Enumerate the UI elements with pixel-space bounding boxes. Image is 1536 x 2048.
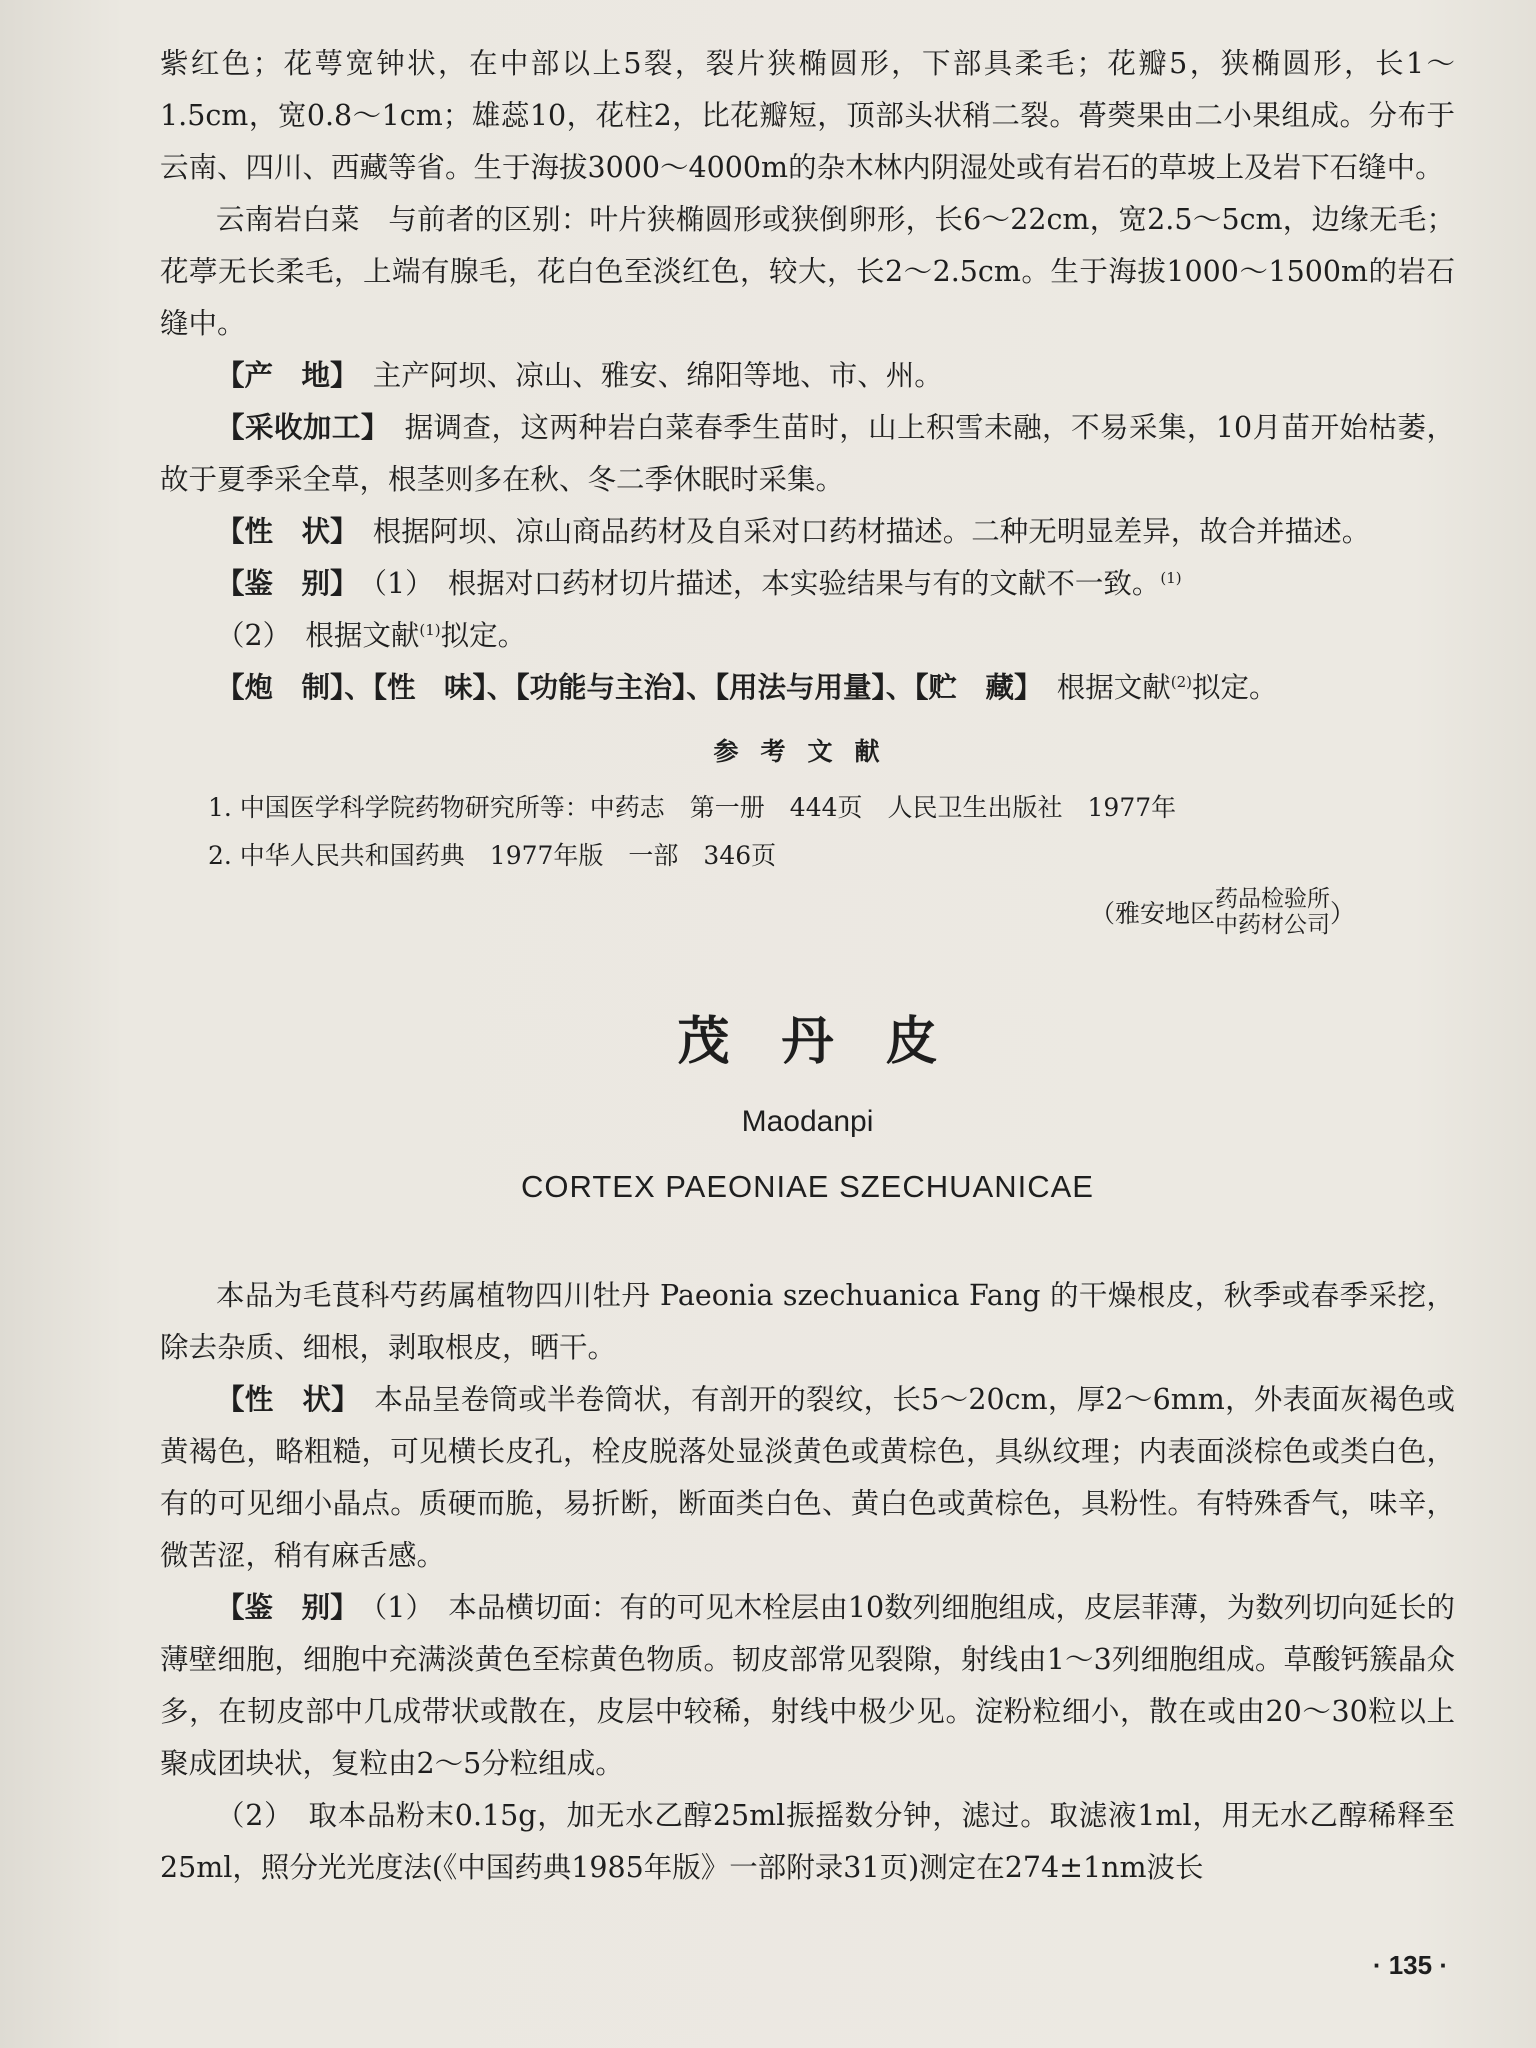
page-number: · 135 · (1372, 1950, 1448, 1980)
monograph-title: 茂丹皮 (677, 1012, 990, 1072)
citation-marker: (1) (1160, 569, 1182, 587)
section-label: 【炮 制】、【性 味】、【功能与主治】、【用法与用量】、【贮 藏】 (216, 671, 1029, 704)
paragraph: （2） 取本品粉末0.15g，加无水乙醇25ml振摇数分钟，滤过。取滤液1ml，用无水乙醇稀释至25ml，照分光光度法(《中国药典1985年版》一部附录31页)测定在274±1nm波长 (160, 1799, 1455, 1884)
section-characters: 【性 状】 本品呈卷筒或半卷筒状，有剖开的裂纹，长5～20cm，厚2～6mm，外表面灰褐色或黄褐色，略粗糙，可见横长皮孔，栓皮脱落处显淡黄色或黄棕色，具纵纹理；内表面淡棕色或类白色，有的可见细小晶点。质硬而脆，易折断，断面类白色、黄白色或黄棕色，具粉性。有特殊香气，味辛，微苦涩，稍有麻舌感。 (160, 1383, 1455, 1572)
section-characters: 【性 状】 根据阿坝、凉山商品药材及自采对口药材描述。二种无明显差异，故合并描述。 (216, 515, 1371, 548)
author-affiliation: （ 雅安地区 药品检验所 中药材公司 ） (1089, 886, 1355, 938)
section-label: 【采收加工】 (216, 411, 376, 444)
section-label: 【性 状】 (216, 515, 345, 548)
paragraph: 本品为毛茛科芍药属植物四川牡丹 Paeonia szechuanica Fang 的干燥根皮，秋季或春季采挖，除去杂质、细根，剥取根皮，晒干。 (160, 1279, 1455, 1364)
reference-item: 2. 中华人民共和国药典 1977年版 一部 346页 (208, 841, 777, 870)
reference-item: 1. 中国医学科学院药物研究所等：中药志 第一册 444页 人民卫生出版社 1977年 (208, 793, 1177, 822)
section-label: 【鉴 别】 (216, 1591, 345, 1624)
references-list (208, 784, 1455, 880)
citation-marker: (2) (1170, 673, 1193, 691)
page-content (160, 38, 1455, 1894)
section-origin: 【产 地】 主产阿坝、凉山、雅安、绵阳等地、市、州。 (216, 359, 943, 392)
paragraph: （2） 根据文献$^{(1)}$拟定。 (216, 619, 527, 652)
section-identification: 【鉴 别】 （1） 本品横切面：有的可见木栓层由10数列细胞组成，皮层菲薄，为数列切向延长的薄壁细胞，细胞中充满淡黄色至棕黄色物质。韧皮部常见裂隙，射线由1～3列细胞组成。草酸钙簇晶众多，在韧皮部中几成带状或散在，皮层中较稀，射线中极少见。淀粉粒细小，散在或由20～30粒以上聚成团块状，复粒由2～5分粒组成。 (160, 1591, 1455, 1780)
monograph-latin-name: CORTEX PAEONIAE SZECHUANICAE (521, 1169, 1094, 1204)
section-other-headings: 【炮 制】、【性 味】、【功能与主治】、【用法与用量】、【贮 藏】 根据文献$^{(2)}$拟定。 (216, 671, 1278, 704)
citation-marker: (1) (419, 621, 441, 639)
section-label: 【鉴 别】 (216, 567, 345, 600)
paragraph: 紫红色；花萼宽钟状，在中部以上5裂，裂片狭椭圆形，下部具柔毛；花瓣5，狭椭圆形，长1～1.5cm，宽0.8～1cm；雄蕊10，花柱2，比花瓣短，顶部头状稍二裂。蓇葖果由二小果组成。分布于云南、四川、西藏等省。生于海拔3000～4000m的杂木林内阴湿处或有岩石的草坡上及岩下石缝中。 (160, 47, 1455, 184)
section-harvest: 【采收加工】 据调查，这两种岩白菜春季生苗时，山上积雪未融，不易采集，10月苗开始枯萎，故于夏季采全草，根茎则多在秋、冬二季休眠时采集。 (160, 411, 1455, 496)
references-heading: 参考文献 (713, 737, 902, 766)
section-label: 【产 地】 (216, 359, 345, 392)
paragraph: 云南岩白菜 与前者的区别：叶片狭椭圆形或狭倒卵形，长6～22cm，宽2.5～5cm，边缘无毛；花葶无长柔毛，上端有腺毛，花白色至淡红色，较大，长2～2.5cm。生于海拔1000～1500m的岩石缝中。 (160, 203, 1455, 340)
monograph-pinyin: Maodanpi (741, 1105, 874, 1138)
section-identification: 【鉴 别】 （1） 根据对口药材切片描述，本实验结果与有的文献不一致。$^{(1)}$ (216, 567, 1182, 600)
section-label: 【性 状】 (216, 1383, 346, 1416)
